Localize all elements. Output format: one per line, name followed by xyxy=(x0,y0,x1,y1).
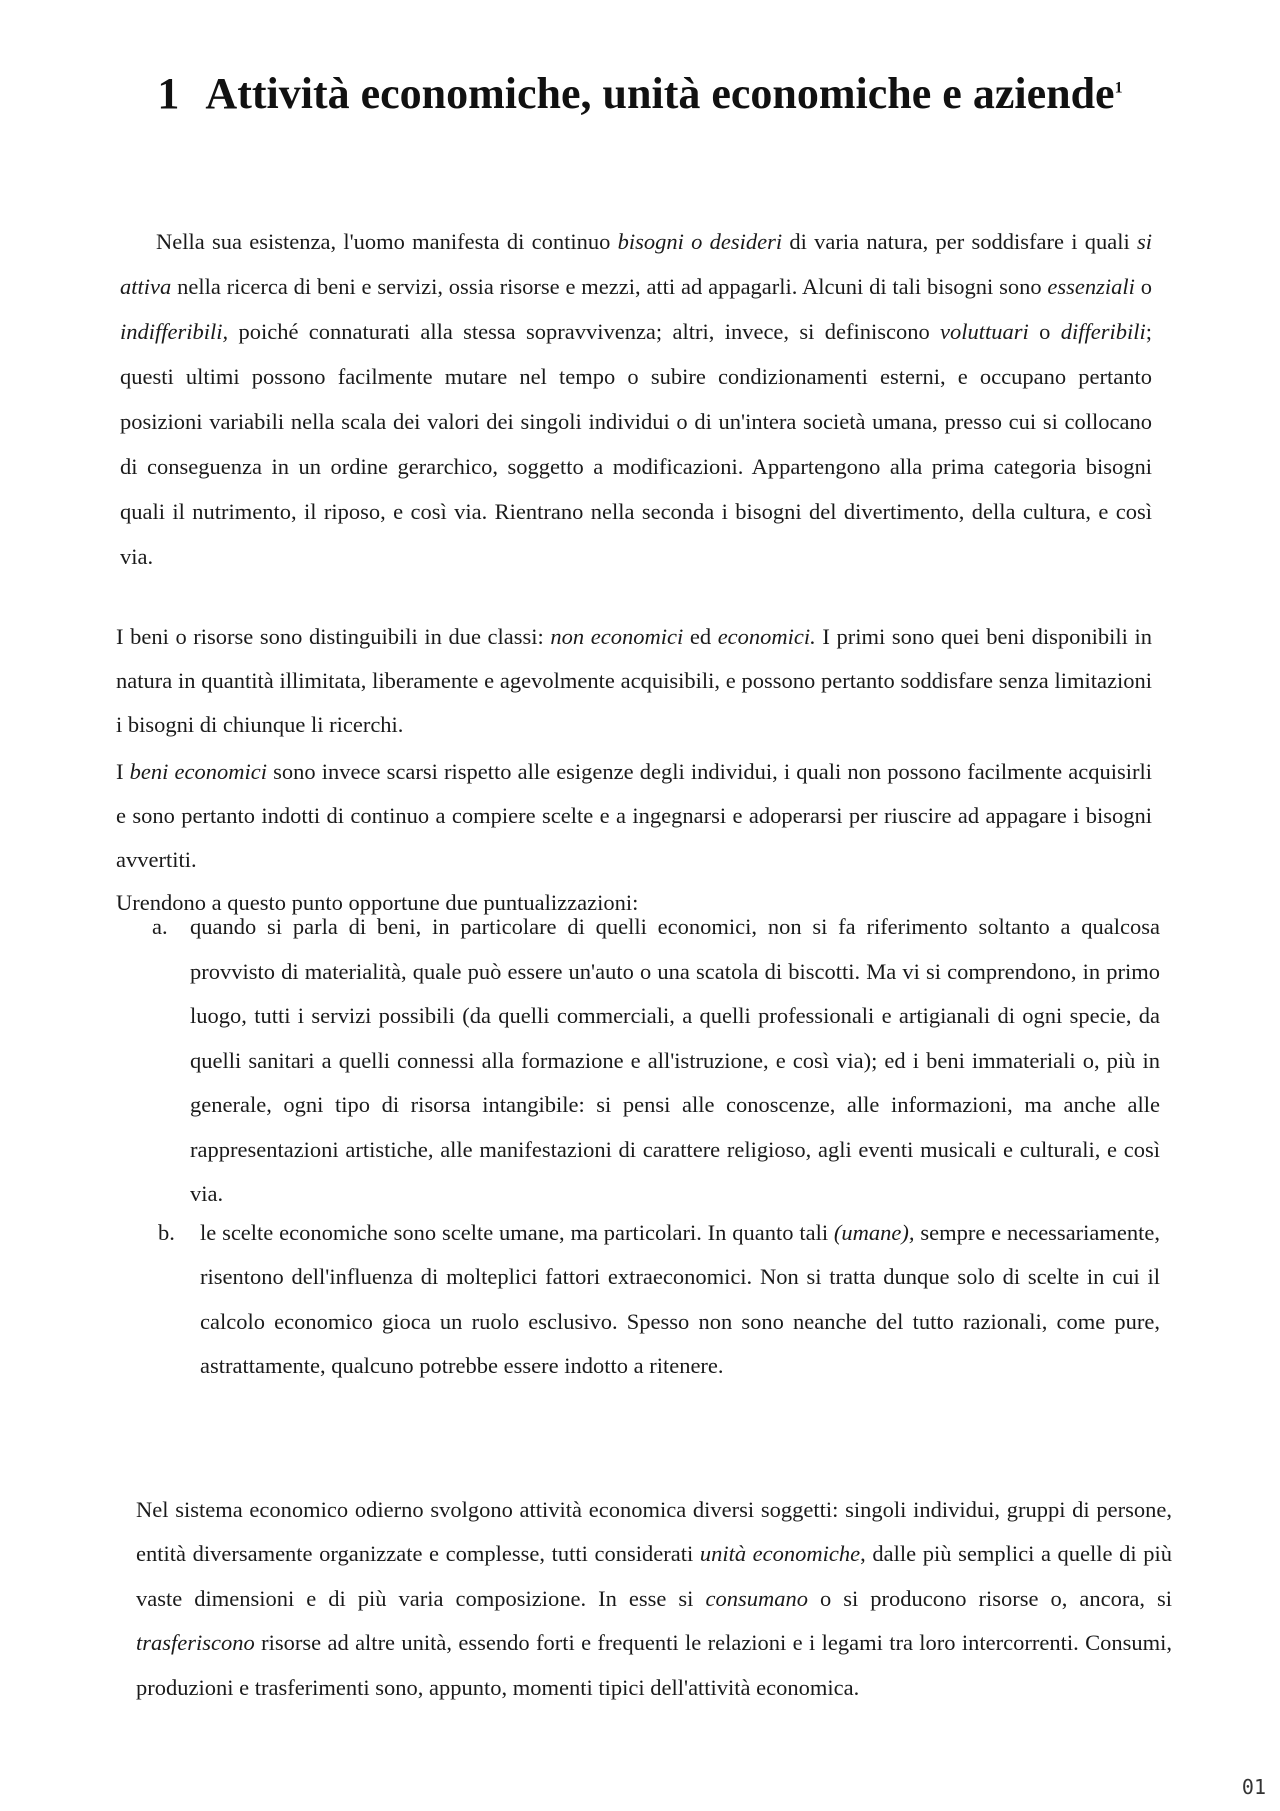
paragraph-unita-economiche xyxy=(136,1488,1172,1711)
text-run: risorse ad altre unità, essendo forti e frequenti le relazioni e i legami tra loro intercorrenti. Consumi, produzioni e trasferimenti sono, appunto, momenti tipici dell'attività economica. xyxy=(136,1630,1172,1700)
emphasis-text: unità economiche xyxy=(699,1541,861,1566)
list-item-a xyxy=(150,905,1160,1217)
chapter-title-text: Attività economiche, unità economiche e aziende xyxy=(205,69,1115,119)
paragraph-beni-non-economici xyxy=(116,615,1152,747)
emphasis-text: consumano xyxy=(705,1585,808,1611)
emphasis-text: differibili xyxy=(1060,318,1146,344)
chapter-title xyxy=(140,67,1140,121)
text-run: o xyxy=(1028,318,1061,344)
text-run: ; questi ultimi possono facilmente mutare nel tempo o subire condizionamenti esterni, e occupano pertanto posizioni variabili nella scala dei valori dei singoli individui o di un'intera società umana, presso cui si collocano di conseguenza in un ordine gerarchico, soggetto a modificazioni. Appartengono alla prima categoria bisogni quali il nutrimento, il riposo, e così via. Rientrano nella seconda i bisogni del divertimento, della cultura, e così via. xyxy=(120,318,1153,569)
emphasis-text: si attiva xyxy=(120,228,1152,299)
text-run: I primi sono quei beni disponibili in natura in quantità illimitata, liberamente e agevolmente acquisibili, e possono pertanto soddisfare senza limitazioni i bisogni di chiunque li ricerchi. xyxy=(116,623,1152,737)
list-marker-b: b. xyxy=(158,1219,175,1245)
text-run: I beni o risorse sono distinguibili in due classi: xyxy=(116,623,551,649)
list-item-b-text xyxy=(200,1220,1160,1379)
list-item-b xyxy=(150,1211,1160,1389)
emphasis-text: bisogni o desideri xyxy=(617,228,783,254)
emphasis-text: non economici xyxy=(550,623,684,649)
emphasis-text: indifferibili, xyxy=(120,318,229,344)
text-run: le scelte economiche sono scelte umane, ma particolari. In quanto tali xyxy=(200,1219,834,1245)
text-run: di varia natura, per soddisfare i quali xyxy=(782,228,1137,254)
emphasis-text: economici. xyxy=(717,623,816,649)
text-run: sempre e necessariamente, risentono dell'influenza di molteplici fattori extraeconomici. Non si tratta dunque solo di scelte in cui il calcolo economico gioca un ruolo esclusivo. Spesso non sono neanche del tutto razionali, come pure, astrattamente, qualcuno potrebbe essere indotto a ritenere. xyxy=(200,1219,1161,1378)
text-run: quando si parla di beni, in particolare di quelli economici, non si fa riferimento soltanto a qualcosa provvisto di materialità, quale può essere un'auto o una scatola di biscotti. Ma vi si comprendono, in primo luogo, tutti i servizi possibili (da quelli commerciali, a quelli professionali e artigianali di ogni specie, da quelli sanitari a quelli connessi alla formazione e all'istruzione, e così via); ed i beni immateriali o, più in generale, ogni tipo di risorsa intangibile: si pensi alle conoscenze, alle informazioni, ma anche alle rappresentazioni artistiche, alle manifestazioni di carattere religioso, agli eventi musicali e culturali, e così via. xyxy=(190,914,1160,1206)
text-run: sono invece scarsi rispetto alle esigenze degli individui, i quali non possono facilmente acquisirli e sono pertanto indotti di continuo a compiere scelte e a ingegnarsi e adoperarsi per riuscire ad appagare i bisogni avvertiti. xyxy=(116,758,1153,872)
footnote-reference[interactable]: 1 xyxy=(1114,79,1123,97)
emphasis-text: voluttuari xyxy=(940,318,1029,344)
chapter-number: 1 xyxy=(157,69,180,119)
paragraph-bisogni xyxy=(120,219,1152,579)
paragraph-beni-economici xyxy=(116,750,1152,882)
emphasis-text: beni economici xyxy=(129,758,267,784)
text-run: Nel sistema economico odierno svolgono attività economica diversi soggetti: singoli individui, gruppi di persone, entità diversamente organizzate e complesse, tutti considerati xyxy=(136,1496,1172,1566)
text-run: o xyxy=(1134,273,1153,299)
list-marker-a: a. xyxy=(152,914,168,939)
text-run: Nella sua esistenza, l'uomo manifesta di continuo xyxy=(156,228,618,254)
emphasis-text: (umane), xyxy=(833,1219,915,1245)
text-run: I xyxy=(116,758,130,784)
list-item-a-text xyxy=(190,914,1160,1206)
text-run: nella ricerca di beni e servizi, ossia risorse e mezzi, atti ad appagarli. Alcuni di tali bisogni sono xyxy=(171,273,1048,299)
text-run: poiché connaturati alla stessa sopravvivenza; altri, invece, si definiscono xyxy=(228,318,941,344)
text-run: ed xyxy=(683,623,718,649)
text-run: o si producono risorse o, ancora, si xyxy=(807,1585,1173,1611)
emphasis-text: essenziali xyxy=(1047,273,1135,299)
text-run: , dalle più semplici a quelle di più vaste dimensioni e di più varia composizione. In esse si xyxy=(136,1541,1173,1611)
page-number: 01 xyxy=(1241,1775,1266,1799)
emphasis-text: trasferiscono xyxy=(136,1630,255,1655)
puntualizzazioni-list xyxy=(150,905,1160,1389)
text-run: Urendono a questo punto opportune due puntualizzazioni: xyxy=(116,889,639,915)
